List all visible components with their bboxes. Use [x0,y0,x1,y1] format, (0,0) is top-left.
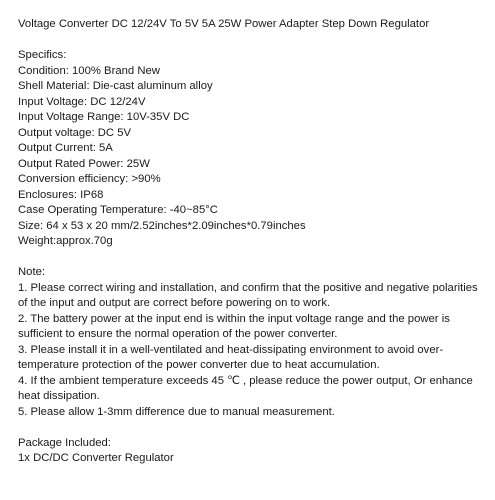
spec-output-voltage: Output voltage: DC 5V [18,126,132,139]
note-item-2: 2. The battery power at the input end is within the input voltage range and the power is sufficient to ensure the normal operation of the power converter. [18,312,450,340]
note-item-3: 3. Please install it in a well-ventilated and heat-dissipating environment to avoid over-temperature protection of the power converter due to heat accumulation. [18,343,444,371]
spec-conversion-efficiency: Conversion efficiency: >90% [18,173,161,185]
spec-enclosures: Enclosures: IP68 [18,188,104,201]
note-item-1: 1. Please correct wiring and installation, and confirm that the positive and negative polarities of the input and output are correct before powering on to work. [18,281,478,309]
spacer [18,420,484,436]
note-item-5: 5. Please allow 1-3mm difference due to manual measurement. [18,405,335,418]
spec-shell-material: Shell Material: Die-cast aluminum alloy [18,80,213,92]
package-heading: Package Included: [18,436,111,449]
spec-operating-temperature: Case Operating Temperature: -40~85°C [18,204,218,216]
spacer [18,33,484,49]
spec-output-rated-power: Output Rated Power: 25W [18,157,150,170]
note-heading: Note: [18,266,46,278]
product-title: Voltage Converter DC 12/24V To 5V 5A 25W Power Adapter Step Down Regulator [18,18,430,30]
spacer [18,250,484,266]
spec-input-voltage: Input Voltage: DC 12/24V [18,95,146,108]
package-item-1: 1x DC/DC Converter Regulator [18,452,174,464]
product-description [18,17,484,467]
spec-weight: Weight:approx.70g [18,235,113,247]
spec-condition: Condition: 100% Brand New [18,64,160,77]
note-item-4: 4. If the ambient temperature exceeds 45 ℃ , please reduce the power output, Or enhance heat dissipation. [18,374,473,402]
specifics-heading: Specifics: [18,49,67,61]
spec-size: Size: 64 x 53 x 20 mm/2.52inches*2.09inches*0.79inches [18,219,306,232]
spec-input-voltage-range: Input Voltage Range: 10V-35V DC [18,111,190,123]
spec-output-current: Output Current: 5A [18,142,113,154]
